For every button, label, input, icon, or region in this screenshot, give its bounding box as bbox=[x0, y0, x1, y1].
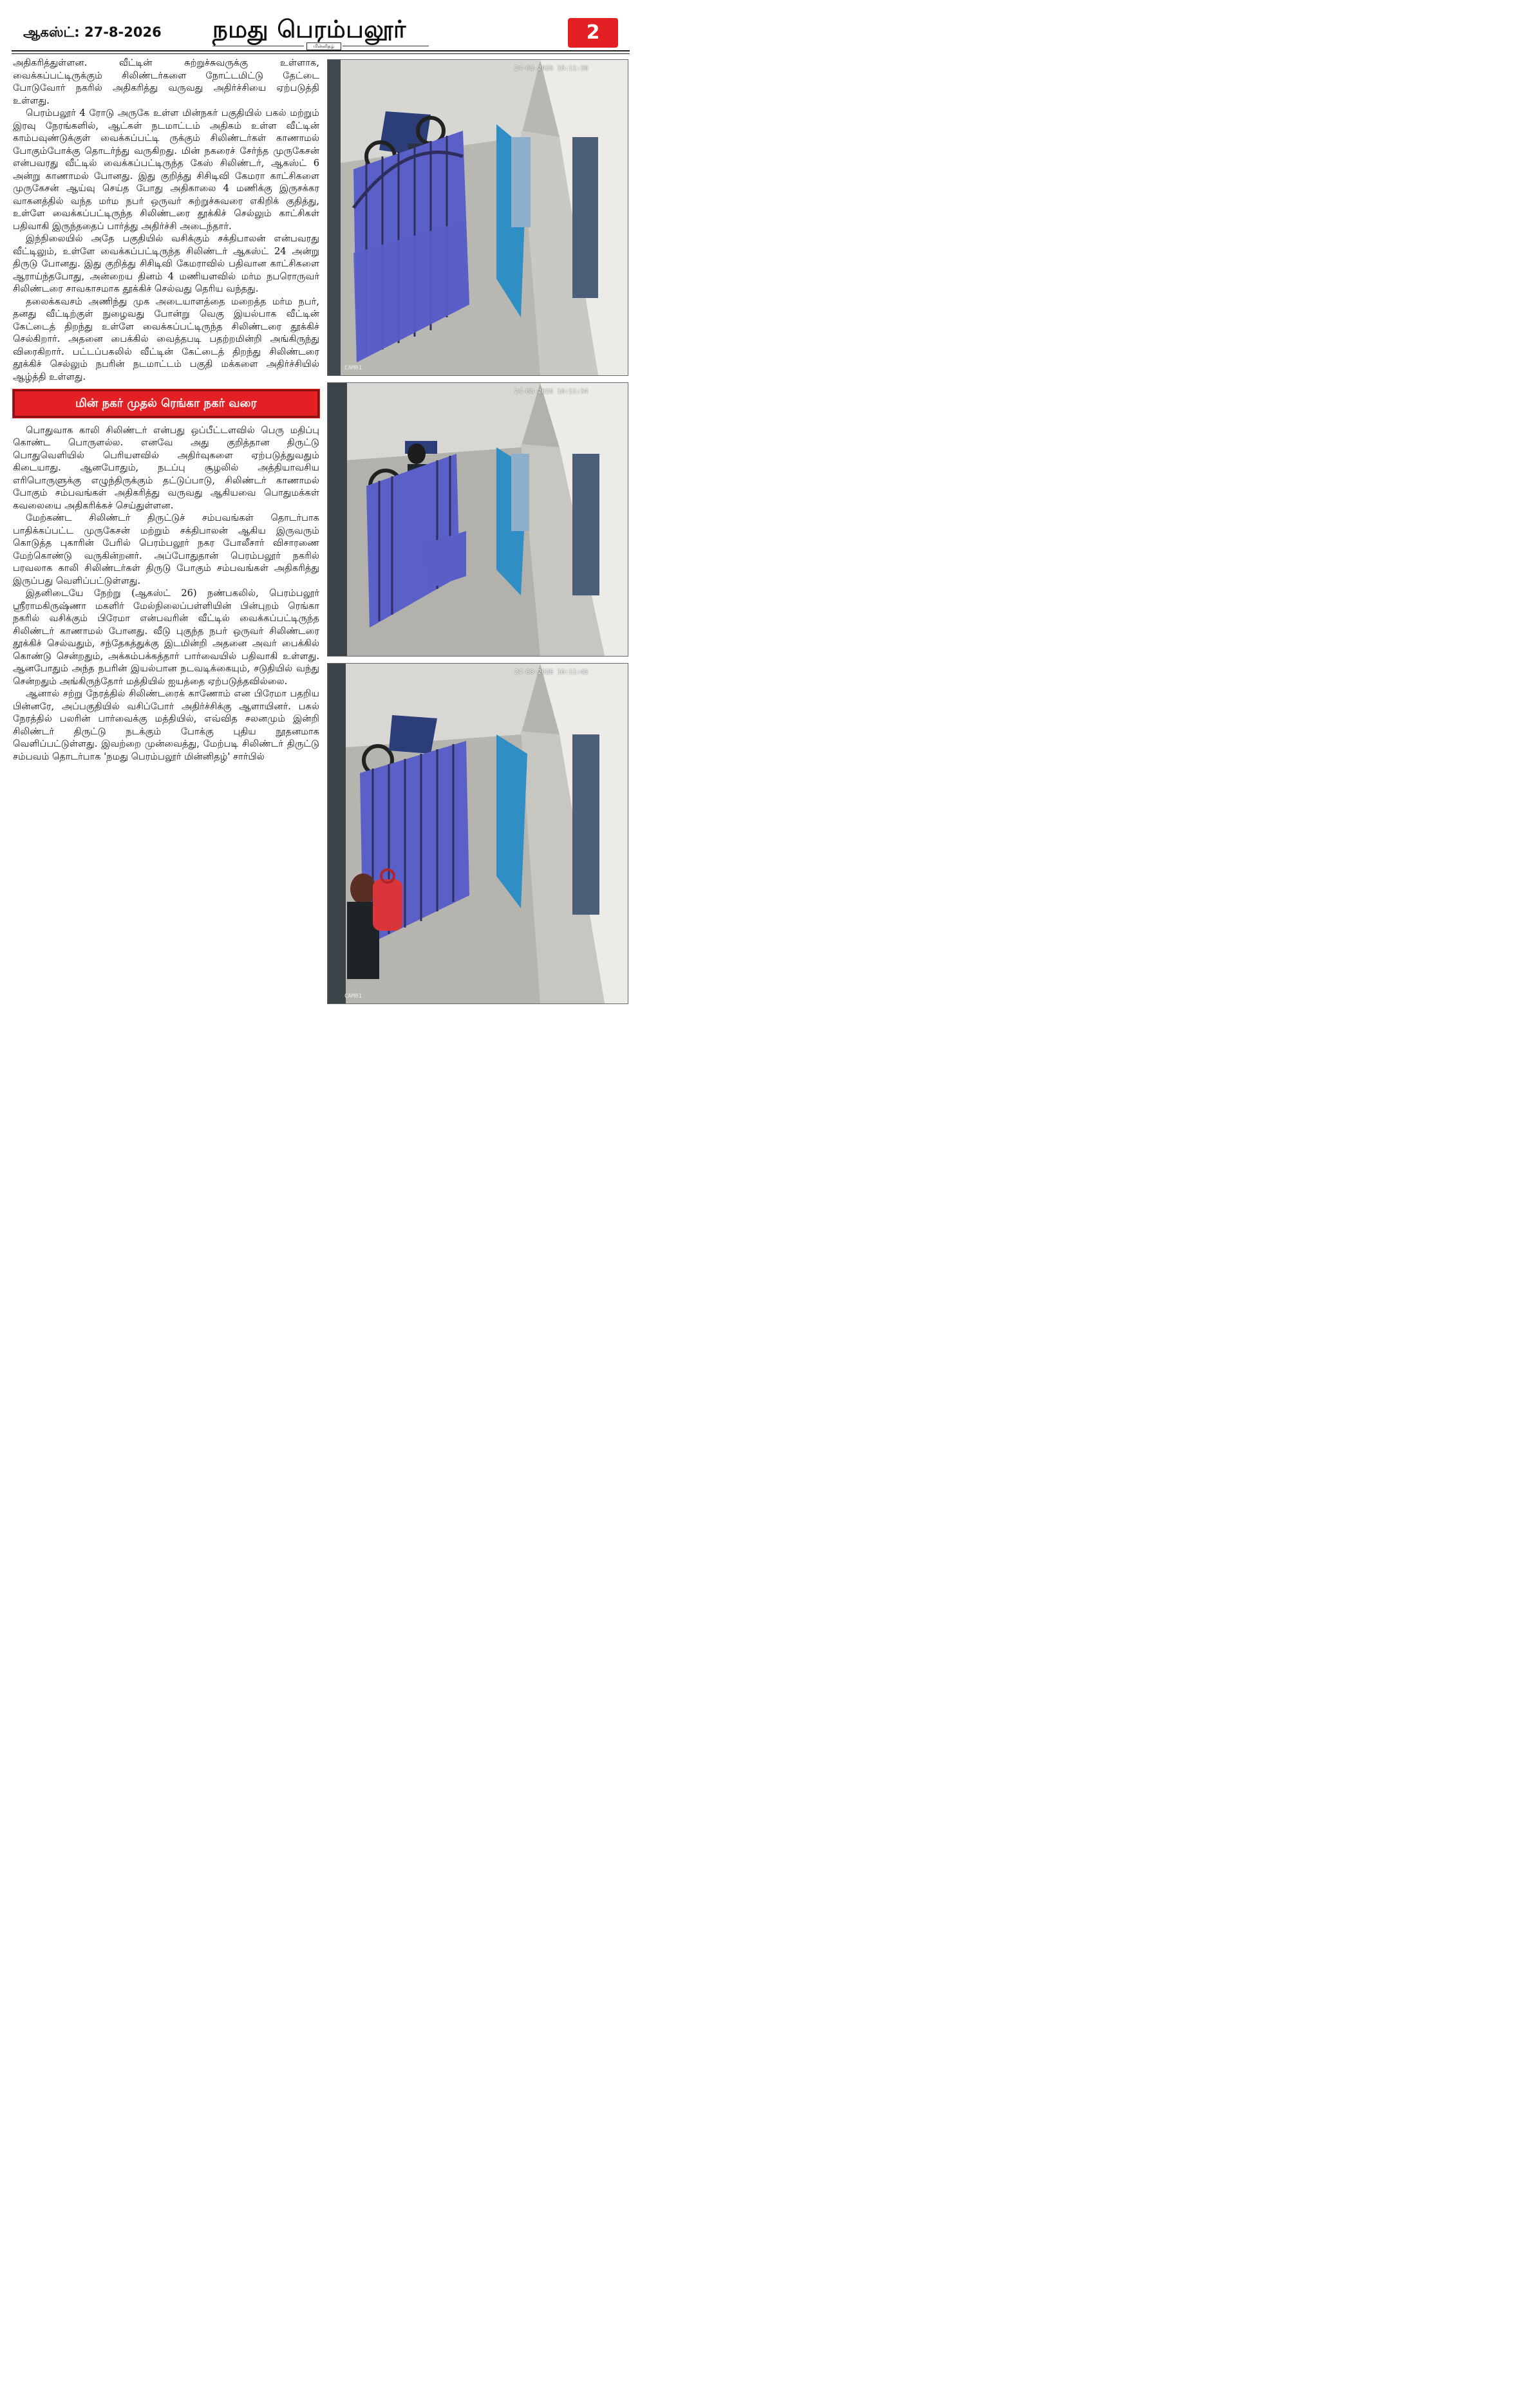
article-paragraph: ஆனால் சற்று நேரத்தில் சிலிண்டரைக் காணோம் என பிரேமா பதறிய பின்னரே, அப்பகுதியில் வசிப்போர் அதிர்ச்சிக்கு ஆளாயினர். பகல் நேரத்தில் பலரின் பார்வைக்கு மத்தியில், எவ்வித சலனமும் இன்றி சிலிண்டர் திருட்டு நடக்கும் போக்கு புதிய நூதனமாக வெளிப்பட்டுள்ளது. இவற்றை முன்வைத்து, மேற்படி சிலிண்டர் திருட்டு சம்பவம் தொடர்பாக 'நமது பெரம்பலூர் மின்னிதழ்' சார்பில் bbox=[13, 688, 319, 762]
cctv-scene bbox=[328, 383, 628, 656]
header-rule-thin bbox=[12, 53, 630, 54]
article-paragraph: மேற்கண்ட சிலிண்டர் திருட்டுச் சம்பவங்கள் தொடர்பாக பாதிக்கப்பட்ட முருகேசன் மற்றும் சக்திபாலன் ஆகிய இருவரும் கொடுத்த புகாரின் பேரில் பெரம்பலூர் நகர போலீசார் விசாரணை மேற்கொண்டு வருகின்றனர். அப்போதுதான் பெரம்பலூர் நகரில் பரவலாக காலி சிலிண்டர்கள் திருடு போகும் சம்பவங்கள் அதிகரித்து இருப்பது வெளிப்பட்டுள்ளது. bbox=[13, 512, 319, 586]
masthead-title: நமது பெரம்பலூர் bbox=[212, 15, 406, 43]
article-paragraph: இந்நிலையில் அதே பகுதியில் வசிக்கும் சக்திபாலன் என்பவரது வீட்டிலும், உள்ளே வைக்கப்பட்டிருந்த சிலிண்டர் ஆகஸ்ட் 24 அன்று திருடு போனது. இது குறித்து சிசிடிவி கேமராவில் பதிவான காட்சிகளை ஆராய்ந்தபோது, அன்றைய தினம் 4 மணியளவில் மர்ம நபரொருவர் சிலிண்டரை சாவகாசமாக தூக்கிச் செல்வது தெரிய வந்தது. bbox=[13, 233, 319, 294]
cctv-timestamp: 24-08-2026 16:11:30 bbox=[514, 65, 588, 72]
section-subheading: மின் நகர் முதல் ரெங்கா நகர் வரை bbox=[13, 389, 319, 418]
issue-date: ஆகஸ்ட்: 27-8-2026 bbox=[23, 24, 162, 40]
cctv-scene bbox=[328, 60, 628, 375]
article-paragraph: அதிகரித்துள்ளன. வீட்டின் சுற்றுச்சுவருக்கு உள்ளாக, வைக்கப்பட்டிருக்கும் சிலிண்டர்களை நோட்டமிட்டு தேட்டை போடுவோர் நகரில் அதிகரித்து வருவது அதிர்ச்சியை ஏற்படுத்தி உள்ளது. bbox=[13, 57, 319, 106]
cctv-photo-1 bbox=[327, 59, 628, 376]
masthead-subtitle: மின்னிதழ் bbox=[306, 42, 341, 50]
cctv-camera-label: CAM01 bbox=[344, 993, 362, 1000]
cctv-camera-label: CAM01 bbox=[344, 365, 362, 371]
cctv-timestamp: 24-08-2026 16:11:45 bbox=[514, 669, 588, 676]
article-paragraph: தலைக்கவசம் அணிந்து முக அடையாளத்தை மறைத்த மர்ம நபர், தனது வீட்டிற்குள் நுழைவது போன்று வெகு இயல்பாக வீட்டின் கேட்டைத் திறந்து உள்ளே வைக்கப்பட்டிருந்த சிலிண்டரை தூக்கிச் செல்கிறார். அதனை பைக்கில் வைத்தபடி பதற்றமின்றி அங்கிருந்து விரைகிறார். பட்டப்பகலில் வீட்டின் கேட்டைத் திறந்து சிலிண்டரை தூக்கிச் செல்லும் நபரின் நடமாட்டம் பகுதி மக்களை அதிர்ச்சியில் ஆழ்த்தி உள்ளது. bbox=[13, 295, 319, 382]
cctv-photo-3 bbox=[327, 663, 628, 1004]
article-paragraph: பொதுவாக காலி சிலிண்டர் என்பது ஒப்பீட்டளவில் பெரு மதிப்பு கொண்ட பொருளல்ல. எனவே அது குறித்தான திருட்டு பொதுவெளியில் பெரியளவில் அதிர்வுகளை ஏற்படுத்துவதும் கிடையாது. ஆனபோதும், நடப்பு சூழலில் அத்தியாவசிய எரிபொருளுக்கு எழுந்திருக்கும் தட்டுப்பாடு, சிலிண்டர் காணாமல் போகும் சம்பவங்கள் அதிகரித்து வருவது ஆகியவை பொதுமக்கள் கவலையை அதிகரிக்கச் செய்துள்ளன. bbox=[13, 424, 319, 511]
cctv-scene bbox=[328, 664, 628, 1003]
cctv-photo-2 bbox=[327, 382, 628, 657]
article-paragraph: பெரம்பலூர் 4 ரோடு அருகே உள்ள மின்நகர் பகுதியில் பகல் மற்றும் இரவு நேரங்களில், ஆட்கள் நடமாட்டம் அதிகம் உள்ள வீட்டின் காம்பவுண்டுக்குள் வைக்கப்பட்டி ருக்கும் சிலிண்டர்கள் காணாமல் போகும்போக்கு தொடர்ந்து வருகிறது. மின் நகரைச் சேர்ந்த முருகேசன் என்பவரது வீட்டில் வைக்கப்பட்டிருந்த கேஸ் சிலிண்டர், ஆகஸ்ட் 6 அன்று காணாமல் போனது. இது குறித்து சிசிடிவி கேமரா காட்சிகளை முருகேசன் ஆய்வு செய்த போது அதிகாலை 4 மணிக்கு இருசக்கர வாகனத்தில் வந்த மர்ம நபர் ஒருவர் சுற்றுச்சுவரை எகிறிக் குதித்து, உள்ளே வைக்கப்பட்டிருந்த சிலிண்டரை தூக்கிச் செல்லும் காட்சிகள் பதிவாகி இருந்ததைப் பார்த்து அதிர்ச்சி அடைந்தார். bbox=[13, 107, 319, 232]
header-rule bbox=[12, 50, 630, 51]
page-number-badge: 2 bbox=[568, 18, 618, 48]
cctv-timestamp: 24-08-2026 16:11:34 bbox=[514, 388, 588, 395]
article-paragraph: இதனிடையே நேற்று (ஆகஸ்ட் 26) நண்பகலில், பெரம்பலூர் ஸ்ரீராமகிருஷ்ணா மகளிர் மேல்நிலைப்பள்ளியின் பின்புறம் ரெங்கா நகரில் வசிக்கும் பிரேமா என்பவரின் வீட்டில் வைக்கப்பட்டிருந்த சிலிண்டர் காணாமல் போனது. வீடு புகுந்த நபர் ஒருவர் சிலிண்டரை தூக்கிச் செல்வதும், சந்தேகத்துக்கு இடமின்றி அதனை அவர் பைக்கில் கொண்டு சென்றதும், அக்கம்பக்கத்தார் பார்வையில் பதிவாகி உள்ளது. ஆனபோதும் அந்த நபரின் இயல்பான நடவடிக்கையும், சடுதியில் வந்து சென்றதும் அங்கிருந்தோர் மத்தியில் ஐயத்தை ஏற்படுத்தவில்லை. bbox=[13, 588, 319, 687]
article-text-column bbox=[13, 57, 319, 763]
page-header bbox=[0, 0, 644, 50]
